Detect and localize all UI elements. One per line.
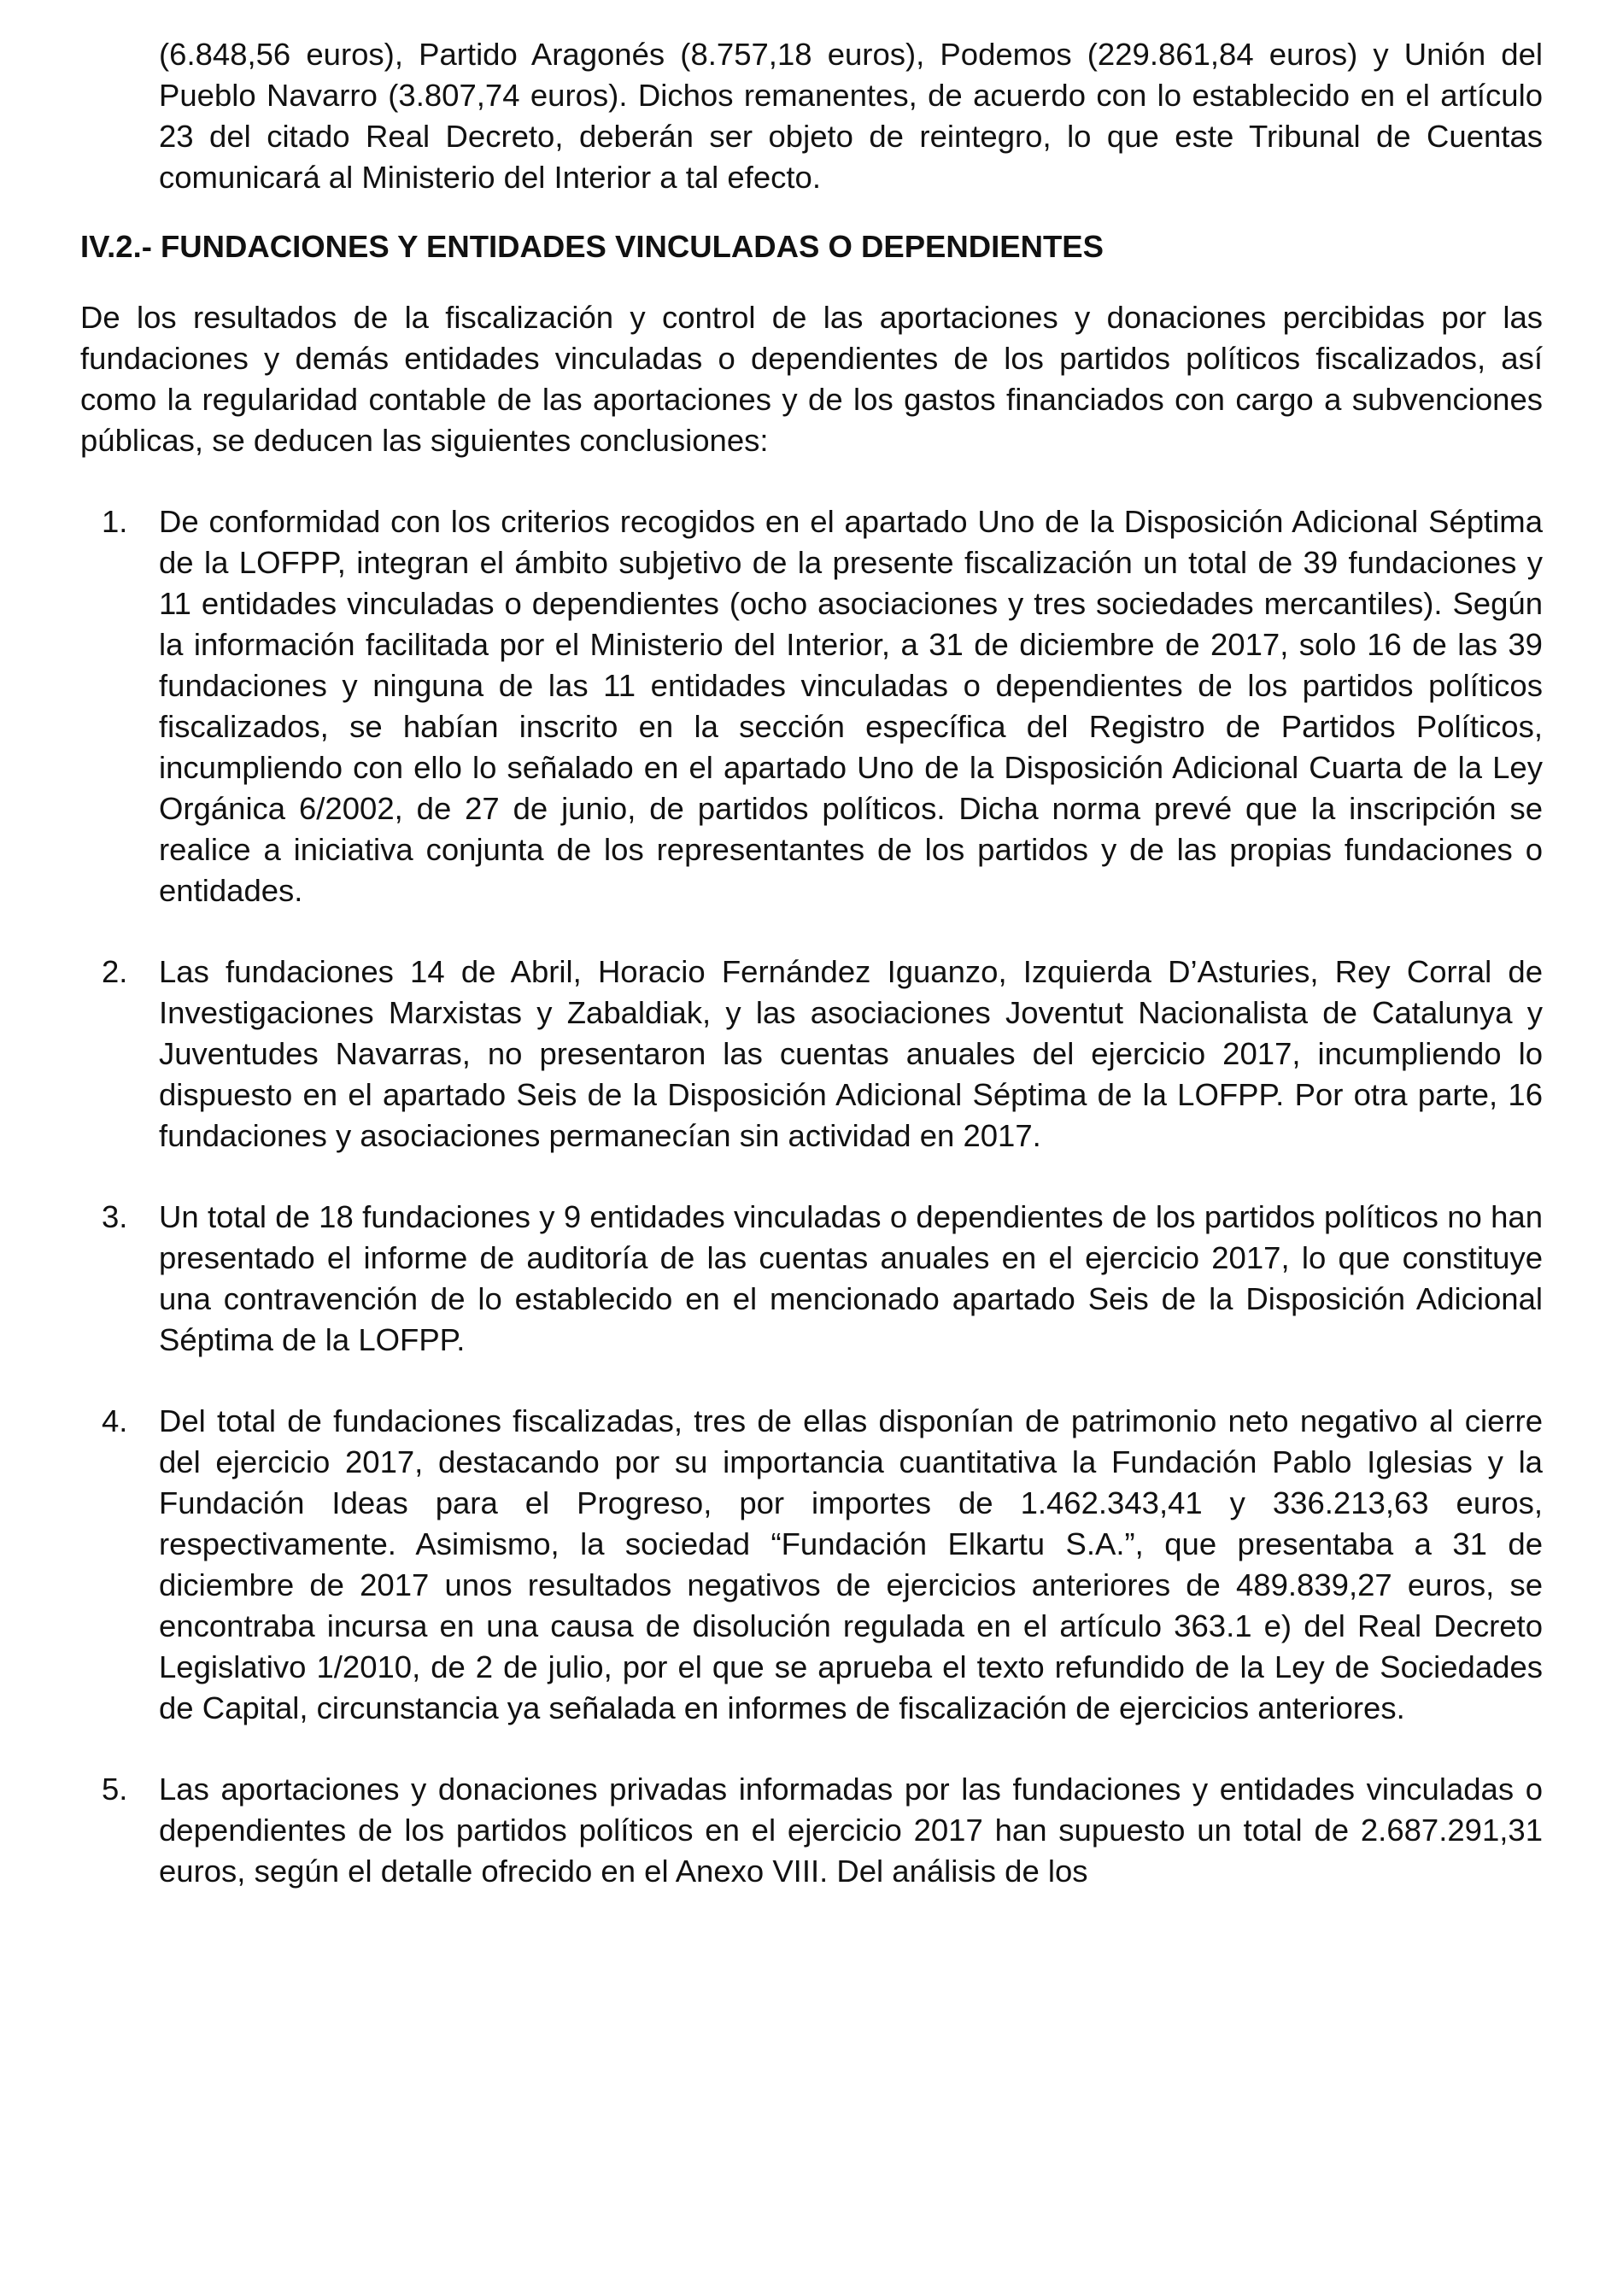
list-item-number: 2.	[102, 954, 128, 989]
list-item-text: De conformidad con los criterios recogidos en el apartado Uno de la Disposición Adicional Séptima de la LOFPP, integran el ámbito subjetivo de la presente fiscalización un total de 39 fundaciones y 11 entidades vinculadas o dependientes (ocho asociaciones y tres sociedades mercantiles). Según la información facilitada por el Ministerio del Interior, a 31 de diciembre de 2017, solo 16 de las 39 fundaciones y ninguna de las 11 entidades vinculadas o dependientes de los partidos políticos fiscalizados, se habían inscrito en la sección específica del Registro de Partidos Políticos, incumpliendo con ello lo señalado en el apartado Uno de la Disposición Adicional Cuarta de la Ley Orgánica 6/2002, de 27 de junio, de partidos políticos. Dicha norma prevé que la inscripción se realice a iniciativa conjunta de los representantes de los partidos y de las propias fundaciones o entidades.	[159, 504, 1543, 908]
list-item-number: 5.	[102, 1772, 128, 1807]
intro-paragraph: (6.848,56 euros), Partido Aragonés (8.757,18 euros), Podemos (229.861,84 euros) y Unión del Pueblo Navarro (3.807,74 euros). Dichos remanentes, de acuerdo con lo establecido en el artículo 23 del citado Real Decreto, deberán ser objeto de reintegro, lo que este Tribunal de Cuentas comunicará al Ministerio del Interior a tal efecto.	[159, 37, 1543, 195]
list-item-text: Las fundaciones 14 de Abril, Horacio Fernández Iguanzo, Izquierda D’Asturies, Rey Corral de Investigaciones Marxistas y Zabaldiak, y las asociaciones Joventut Nacionalista de Catalunya y Juventudes Navarras, no presentaron las cuentas anuales del ejercicio 2017, incumpliendo lo dispuesto en el apartado Seis de la Disposición Adicional Séptima de la LOFPP. Por otra parte, 16 fundaciones y asociaciones permanecían sin actividad en 2017.	[159, 954, 1543, 1153]
section-heading: IV.2.- FUNDACIONES Y ENTIDADES VINCULADAS O DEPENDIENTES	[80, 229, 1104, 264]
list-item	[80, 501, 1543, 911]
list-item	[80, 1197, 1543, 1361]
list-item	[80, 1769, 1543, 1892]
list-item-number: 1.	[102, 504, 128, 539]
document-page	[80, 34, 1543, 1932]
list-item-text: Del total de fundaciones fiscalizadas, tres de ellas disponían de patrimonio neto negativo al cierre del ejercicio 2017, destacando por su importancia cuantitativa la Fundación Pablo Iglesias y la Fundación Ideas para el Progreso, por importes de 1.462.343,41 y 336.213,63 euros, respectivamente. Asimismo, la sociedad “Fundación Elkartu S.A.”, que presentaba a 31 de diciembre de 2017 unos resultados negativos de ejercicios anteriores de 489.839,27 euros, se encontraba incursa en una causa de disolución regulada en el artículo 363.1 e) del Real Decreto Legislativo 1/2010, de 2 de julio, por el que se aprueba el texto refundido de la Ley de Sociedades de Capital, circunstancia ya señalada en informes de fiscalización de ejercicios anteriores.	[159, 1403, 1543, 1725]
list-item-number: 4.	[102, 1403, 128, 1438]
list-item-number: 3.	[102, 1199, 128, 1234]
list-item	[80, 1401, 1543, 1729]
list-item-text: Las aportaciones y donaciones privadas informadas por las fundaciones y entidades vinculadas o dependientes de los partidos políticos en el ejercicio 2017 han supuesto un total de 2.687.291,31 euros, según el detalle ofrecido en el Anexo VIII. Del análisis de los	[159, 1772, 1543, 1889]
conclusions-list	[80, 501, 1543, 1892]
list-item	[80, 952, 1543, 1157]
section-lead-paragraph: De los resultados de la fiscalización y control de las aportaciones y donaciones percibidas por las fundaciones y demás entidades vinculadas o dependientes de los partidos políticos fiscalizados, así como la regularidad contable de las aportaciones y de los gastos financiados con cargo a subvenciones públicas, se deducen las siguientes conclusiones:	[80, 300, 1543, 458]
list-item-text: Un total de 18 fundaciones y 9 entidades vinculadas o dependientes de los partidos políticos no han presentado el informe de auditoría de las cuentas anuales en el ejercicio 2017, lo que constituye una contravención de lo establecido en el mencionado apartado Seis de la Disposición Adicional Séptima de la LOFPP.	[159, 1199, 1543, 1357]
